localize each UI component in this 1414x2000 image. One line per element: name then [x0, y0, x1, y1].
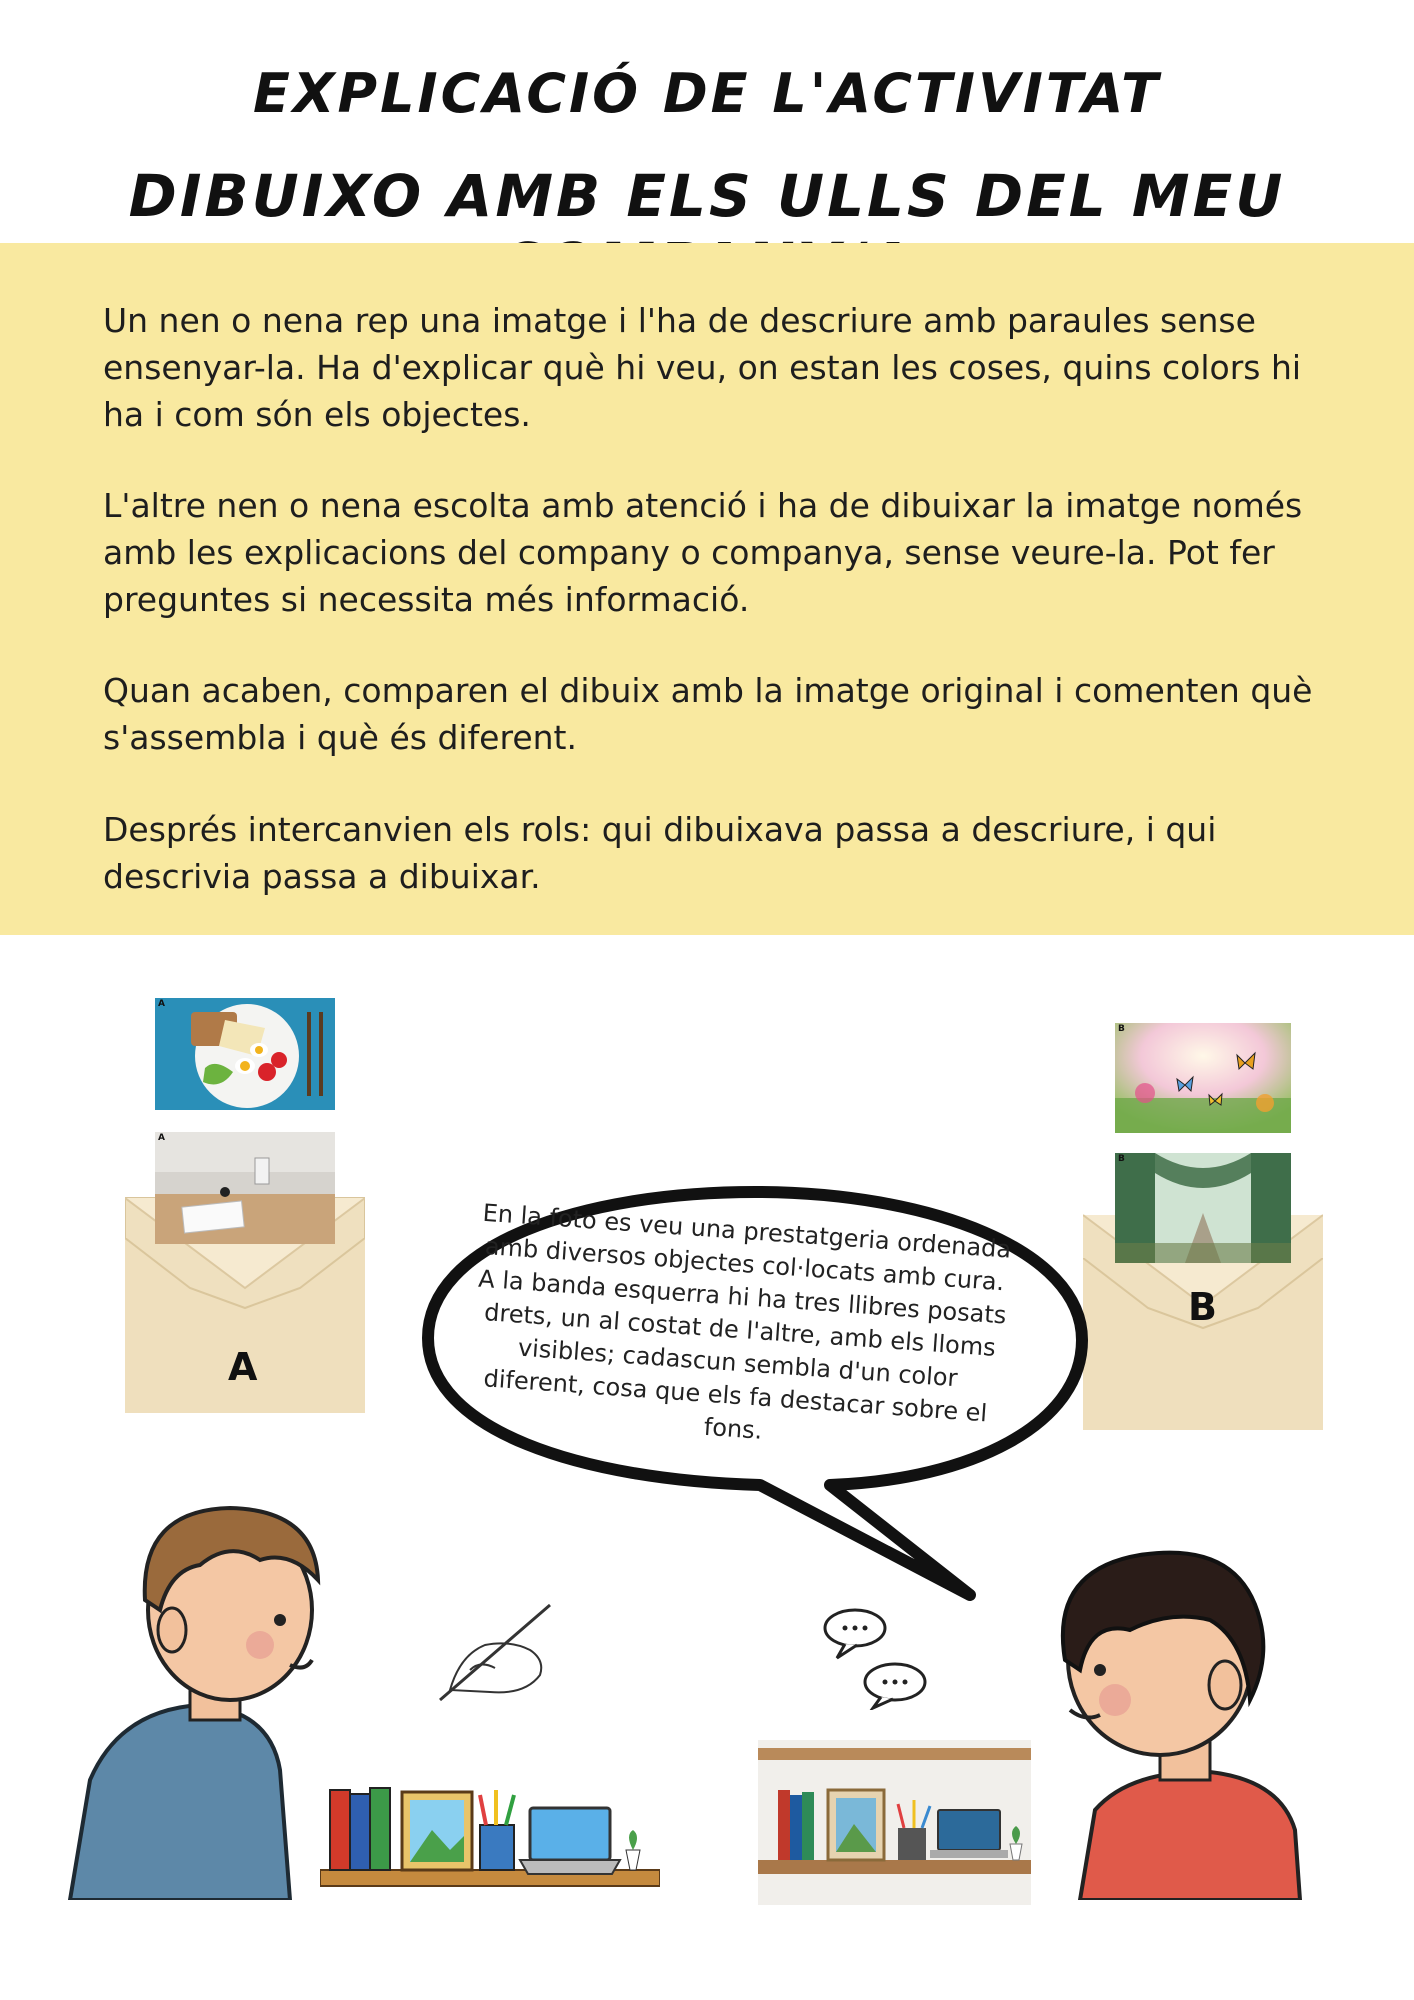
instruction-paragraph-3: Quan acaben, comparen el dibuix amb la imatge original i comenten què s'assembla i què és diferent.	[103, 671, 1313, 757]
instruction-paragraph-1: Un nen o nena rep una imatge i l'ha de descriure amb paraules sense ensenyar-la. Ha d'explicar què hi veu, on estan les coses, quins colors hi ha i com són els objectes.	[103, 301, 1302, 434]
instruction-paragraph-4: Després intercanvien els rols: qui dibuixava passa a descriure, i qui descrivia passa a dibuixar.	[103, 810, 1217, 896]
photo-butterflies	[1115, 1023, 1291, 1133]
envelope-a-label: A	[228, 1345, 258, 1389]
instruction-paragraph-2: L'altre nen o nena escolta amb atenció i ha de dibuixar la imatge només amb les explicacions del company o companya, sense veure-la. Pot fer preguntes si necessita més informació.	[103, 486, 1303, 619]
page-title-line2: DIBUIXO AMB ELS ULLS DEL MEU	[128, 162, 1286, 230]
envelope-b-front	[1083, 1258, 1323, 1430]
photo-desk-notebook	[155, 1132, 335, 1244]
boy-speaker-illustration	[1010, 1510, 1310, 1900]
photo-tag: A	[158, 1133, 165, 1143]
photo-tag: B	[1118, 1154, 1125, 1164]
page-title-line1: EXPLICACIÓ DE L'ACTIVITAT	[253, 62, 1161, 125]
chat-bubbles-icon	[815, 1600, 935, 1710]
drawn-shelf-illustration	[320, 1770, 660, 1900]
photo-forest-path	[1115, 1153, 1291, 1263]
photo-real-shelf	[758, 1740, 1031, 1905]
photo-tag: B	[1118, 1024, 1125, 1034]
photo-breakfast-plate	[155, 998, 335, 1110]
envelope-b-label: B	[1188, 1285, 1217, 1329]
speech-bubble-text: En la foto es veu una prestatgeria ordenada amb diversos objectes col·locats amb cura. A la banda esquerra hi ha tres llibres posats drets, un al costat de l'altre, amb els lloms visibles; cadascun sembla d'un color diferent, cosa que els fa destacar sobre el fons.	[477, 1198, 1013, 1445]
photo-tag: A	[158, 999, 165, 1009]
hand-drawing-icon	[430, 1600, 560, 1710]
